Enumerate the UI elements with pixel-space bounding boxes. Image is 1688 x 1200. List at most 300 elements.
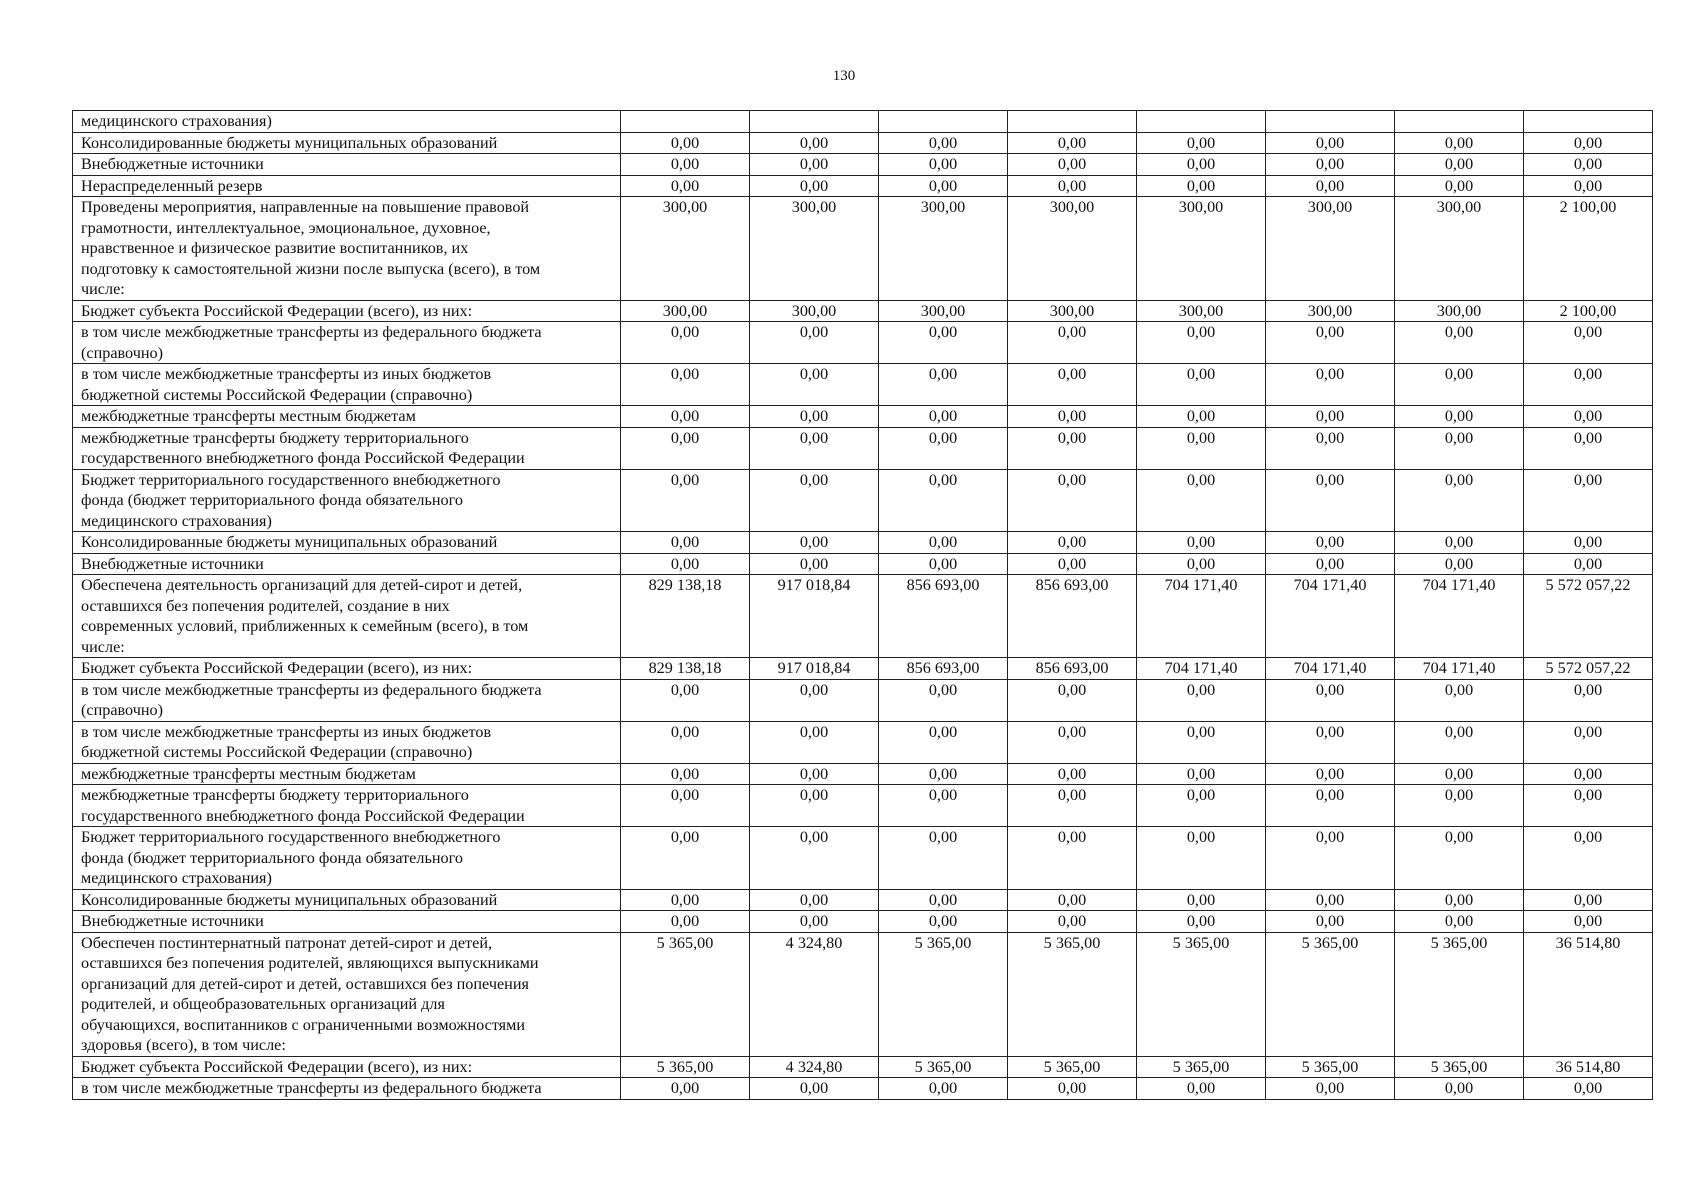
value-cell bbox=[1008, 111, 1137, 133]
table-row bbox=[73, 111, 1653, 133]
table-row bbox=[73, 1078, 1653, 1100]
row-label-line: межбюджетные трансферты бюджету территориального bbox=[81, 428, 469, 447]
value-cell: 0,00 bbox=[750, 911, 879, 933]
value-cell: 0,00 bbox=[1524, 322, 1653, 364]
value-cell: 704 171,40 bbox=[1266, 658, 1395, 680]
value-cell: 5 365,00 bbox=[1008, 1056, 1137, 1078]
value-cell: 0,00 bbox=[1395, 322, 1524, 364]
row-label-line: Бюджет субъекта Российской Федерации (всего), из них: bbox=[81, 1057, 473, 1076]
value-cell: 0,00 bbox=[1395, 721, 1524, 763]
row-label bbox=[73, 532, 621, 554]
value-cell: 0,00 bbox=[1266, 406, 1395, 428]
value-cell: 0,00 bbox=[1395, 827, 1524, 890]
value-cell: 0,00 bbox=[1524, 679, 1653, 721]
value-cell: 0,00 bbox=[879, 553, 1008, 575]
row-label-line: здоровья (всего), в том числе: bbox=[81, 1036, 286, 1054]
value-cell: 0,00 bbox=[1395, 132, 1524, 154]
value-cell: 0,00 bbox=[1137, 322, 1266, 364]
row-label bbox=[73, 154, 621, 176]
value-cell: 4 324,80 bbox=[750, 932, 879, 1056]
row-label bbox=[73, 658, 621, 680]
value-cell: 0,00 bbox=[1008, 827, 1137, 890]
value-cell: 5 365,00 bbox=[621, 1056, 750, 1078]
value-cell: 0,00 bbox=[1524, 827, 1653, 890]
value-cell: 0,00 bbox=[1395, 532, 1524, 554]
value-cell: 0,00 bbox=[879, 175, 1008, 197]
row-label bbox=[73, 785, 621, 827]
value-cell: 0,00 bbox=[621, 154, 750, 176]
value-cell: 0,00 bbox=[621, 763, 750, 785]
table-row bbox=[73, 911, 1653, 933]
table-row bbox=[73, 154, 1653, 176]
value-cell: 0,00 bbox=[1524, 154, 1653, 176]
value-cell: 5 365,00 bbox=[1395, 1056, 1524, 1078]
row-label bbox=[73, 175, 621, 197]
row-label-line: грамотности, интеллектуальное, эмоциональное, духовное, bbox=[81, 218, 491, 237]
value-cell: 0,00 bbox=[750, 427, 879, 469]
row-label-line: Внебюджетные источники bbox=[81, 155, 264, 173]
row-label bbox=[73, 575, 621, 658]
value-cell: 0,00 bbox=[1524, 553, 1653, 575]
value-cell: 0,00 bbox=[1266, 721, 1395, 763]
value-cell: 0,00 bbox=[1137, 721, 1266, 763]
row-label bbox=[73, 300, 621, 322]
value-cell: 0,00 bbox=[1395, 1078, 1524, 1100]
value-cell: 704 171,40 bbox=[1137, 575, 1266, 658]
row-label bbox=[73, 364, 621, 406]
value-cell: 0,00 bbox=[750, 532, 879, 554]
value-cell: 0,00 bbox=[1395, 679, 1524, 721]
row-label-line: числе: bbox=[81, 280, 125, 298]
row-label bbox=[73, 197, 621, 301]
value-cell: 0,00 bbox=[1008, 154, 1137, 176]
value-cell: 704 171,40 bbox=[1137, 658, 1266, 680]
row-label-line: фонда (бюджет территориального фонда обязательного bbox=[81, 491, 463, 509]
value-cell: 0,00 bbox=[1008, 1078, 1137, 1100]
value-cell: 300,00 bbox=[1395, 197, 1524, 301]
value-cell: 300,00 bbox=[1266, 300, 1395, 322]
value-cell: 0,00 bbox=[1137, 132, 1266, 154]
value-cell: 0,00 bbox=[879, 763, 1008, 785]
value-cell: 0,00 bbox=[750, 132, 879, 154]
value-cell: 0,00 bbox=[879, 827, 1008, 890]
value-cell: 0,00 bbox=[1524, 785, 1653, 827]
row-label-line: в том числе межбюджетные трансферты из федерального бюджета bbox=[81, 680, 542, 699]
value-cell: 5 365,00 bbox=[1137, 1056, 1266, 1078]
table-row bbox=[73, 469, 1653, 532]
value-cell: 0,00 bbox=[1008, 763, 1137, 785]
row-label bbox=[73, 406, 621, 428]
row-label-line: Бюджет субъекта Российской Федерации (всего), из них: bbox=[81, 659, 473, 677]
value-cell: 5 365,00 bbox=[1008, 932, 1137, 1056]
value-cell: 0,00 bbox=[879, 364, 1008, 406]
value-cell: 0,00 bbox=[1137, 911, 1266, 933]
value-cell: 0,00 bbox=[1395, 154, 1524, 176]
value-cell: 0,00 bbox=[1137, 406, 1266, 428]
value-cell: 300,00 bbox=[1266, 197, 1395, 301]
row-label bbox=[73, 1056, 621, 1078]
value-cell: 0,00 bbox=[1008, 406, 1137, 428]
value-cell: 0,00 bbox=[1008, 553, 1137, 575]
value-cell bbox=[1266, 111, 1395, 133]
value-cell: 0,00 bbox=[1266, 132, 1395, 154]
value-cell: 0,00 bbox=[621, 553, 750, 575]
value-cell: 0,00 bbox=[1137, 827, 1266, 890]
value-cell: 0,00 bbox=[750, 364, 879, 406]
value-cell: 0,00 bbox=[1395, 785, 1524, 827]
table-row bbox=[73, 553, 1653, 575]
row-label-line: бюджетной системы Российской Федерации (справочно) bbox=[81, 385, 473, 404]
row-label-line: межбюджетные трансферты местным бюджетам bbox=[81, 764, 416, 783]
row-label bbox=[73, 111, 621, 133]
row-label-line: межбюджетные трансферты бюджету территориального bbox=[81, 786, 469, 804]
value-cell: 0,00 bbox=[621, 827, 750, 890]
row-label-line: Бюджет территориального государственного внебюджетного bbox=[81, 828, 501, 846]
value-cell: 0,00 bbox=[1008, 785, 1137, 827]
value-cell: 0,00 bbox=[1395, 553, 1524, 575]
value-cell: 0,00 bbox=[621, 175, 750, 197]
value-cell: 0,00 bbox=[621, 679, 750, 721]
value-cell: 0,00 bbox=[621, 132, 750, 154]
value-cell: 0,00 bbox=[1266, 322, 1395, 364]
value-cell: 0,00 bbox=[1395, 889, 1524, 911]
value-cell: 300,00 bbox=[1137, 300, 1266, 322]
row-label-line: числе: bbox=[81, 637, 125, 656]
value-cell: 0,00 bbox=[1137, 785, 1266, 827]
value-cell: 36 514,80 bbox=[1524, 1056, 1653, 1078]
value-cell: 5 365,00 bbox=[1266, 932, 1395, 1056]
row-label-line: межбюджетные трансферты местным бюджетам bbox=[81, 407, 416, 425]
value-cell: 0,00 bbox=[750, 469, 879, 532]
row-label bbox=[73, 827, 621, 890]
table-row bbox=[73, 406, 1653, 428]
budget-table bbox=[72, 110, 1653, 1100]
table-row bbox=[73, 932, 1653, 1056]
value-cell: 0,00 bbox=[750, 406, 879, 428]
table-row bbox=[73, 658, 1653, 680]
table-row bbox=[73, 175, 1653, 197]
value-cell: 829 138,18 bbox=[621, 575, 750, 658]
value-cell: 0,00 bbox=[1008, 679, 1137, 721]
value-cell bbox=[879, 111, 1008, 133]
value-cell: 5 572 057,22 bbox=[1524, 658, 1653, 680]
table-row bbox=[73, 575, 1653, 658]
table-row bbox=[73, 679, 1653, 721]
value-cell: 0,00 bbox=[1524, 532, 1653, 554]
value-cell: 0,00 bbox=[750, 154, 879, 176]
table-row bbox=[73, 427, 1653, 469]
row-label-line: бюджетной системы Российской Федерации (справочно) bbox=[81, 743, 473, 761]
value-cell: 0,00 bbox=[1266, 532, 1395, 554]
table-row bbox=[73, 763, 1653, 785]
value-cell: 856 693,00 bbox=[1008, 658, 1137, 680]
table-row bbox=[73, 300, 1653, 322]
row-label-line: современных условий, приближенных к семейным (всего), в том bbox=[81, 617, 529, 635]
value-cell: 0,00 bbox=[750, 721, 879, 763]
row-label-line: в том числе межбюджетные трансферты из иных бюджетов bbox=[81, 722, 492, 741]
value-cell: 0,00 bbox=[1266, 763, 1395, 785]
value-cell: 36 514,80 bbox=[1524, 932, 1653, 1056]
value-cell: 0,00 bbox=[879, 911, 1008, 933]
value-cell: 0,00 bbox=[1266, 911, 1395, 933]
table-row bbox=[73, 721, 1653, 763]
row-label-line: нравственное и физическое развитие воспитанников, их bbox=[81, 239, 469, 257]
row-label-line: Бюджет территориального государственного внебюджетного bbox=[81, 470, 501, 489]
value-cell: 4 324,80 bbox=[750, 1056, 879, 1078]
value-cell: 0,00 bbox=[621, 889, 750, 911]
value-cell bbox=[1395, 111, 1524, 133]
value-cell: 5 365,00 bbox=[879, 932, 1008, 1056]
value-cell: 0,00 bbox=[879, 532, 1008, 554]
value-cell: 0,00 bbox=[879, 322, 1008, 364]
value-cell: 0,00 bbox=[1008, 469, 1137, 532]
value-cell: 0,00 bbox=[621, 532, 750, 554]
value-cell: 0,00 bbox=[750, 1078, 879, 1100]
value-cell bbox=[1524, 111, 1653, 133]
row-label-line: Консолидированные бюджеты муниципальных образований bbox=[81, 533, 498, 551]
table-row bbox=[73, 322, 1653, 364]
value-cell: 0,00 bbox=[879, 785, 1008, 827]
row-label-line: Внебюджетные источники bbox=[81, 554, 264, 573]
value-cell bbox=[750, 111, 879, 133]
value-cell: 0,00 bbox=[621, 469, 750, 532]
value-cell: 0,00 bbox=[1266, 154, 1395, 176]
value-cell: 704 171,40 bbox=[1395, 658, 1524, 680]
value-cell: 0,00 bbox=[621, 785, 750, 827]
value-cell: 0,00 bbox=[621, 322, 750, 364]
value-cell: 5 365,00 bbox=[879, 1056, 1008, 1078]
value-cell: 0,00 bbox=[1524, 364, 1653, 406]
value-cell: 0,00 bbox=[1395, 406, 1524, 428]
value-cell bbox=[1137, 111, 1266, 133]
value-cell: 0,00 bbox=[1266, 427, 1395, 469]
value-cell: 0,00 bbox=[879, 721, 1008, 763]
value-cell: 0,00 bbox=[1008, 427, 1137, 469]
value-cell: 300,00 bbox=[879, 197, 1008, 301]
value-cell: 0,00 bbox=[1524, 406, 1653, 428]
value-cell: 0,00 bbox=[1524, 175, 1653, 197]
value-cell: 300,00 bbox=[1137, 197, 1266, 301]
row-label-line: подготовку к самостоятельной жизни после выпуска (всего), в том bbox=[81, 259, 541, 278]
value-cell: 0,00 bbox=[1524, 132, 1653, 154]
row-label-line: оставшихся без попечения родителей, являющихся выпускниками bbox=[81, 954, 539, 972]
value-cell: 0,00 bbox=[1266, 469, 1395, 532]
value-cell: 0,00 bbox=[750, 175, 879, 197]
value-cell: 0,00 bbox=[1524, 469, 1653, 532]
value-cell: 0,00 bbox=[1008, 889, 1137, 911]
value-cell: 0,00 bbox=[750, 785, 879, 827]
row-label bbox=[73, 721, 621, 763]
value-cell: 0,00 bbox=[621, 1078, 750, 1100]
value-cell: 0,00 bbox=[879, 889, 1008, 911]
row-label-line: (справочно) bbox=[81, 343, 164, 362]
value-cell: 0,00 bbox=[1395, 175, 1524, 197]
value-cell: 0,00 bbox=[621, 911, 750, 933]
value-cell: 917 018,84 bbox=[750, 658, 879, 680]
row-label bbox=[73, 322, 621, 364]
row-label-line: Консолидированные бюджеты муниципальных образований bbox=[81, 890, 498, 909]
value-cell: 5 572 057,22 bbox=[1524, 575, 1653, 658]
value-cell: 0,00 bbox=[1137, 1078, 1266, 1100]
row-label-line: Консолидированные бюджеты муниципальных образований bbox=[81, 133, 498, 152]
row-label-line: фонда (бюджет территориального фонда обязательного bbox=[81, 848, 463, 867]
value-cell: 0,00 bbox=[1524, 427, 1653, 469]
value-cell: 0,00 bbox=[1137, 553, 1266, 575]
value-cell: 0,00 bbox=[1266, 889, 1395, 911]
value-cell: 2 100,00 bbox=[1524, 197, 1653, 301]
value-cell bbox=[621, 111, 750, 133]
value-cell: 0,00 bbox=[750, 553, 879, 575]
value-cell: 0,00 bbox=[1008, 364, 1137, 406]
value-cell: 704 171,40 bbox=[1266, 575, 1395, 658]
value-cell: 0,00 bbox=[1266, 679, 1395, 721]
row-label-line: государственного внебюджетного фонда Российской Федерации bbox=[81, 449, 525, 467]
value-cell: 0,00 bbox=[1524, 1078, 1653, 1100]
value-cell: 300,00 bbox=[1008, 300, 1137, 322]
value-cell: 0,00 bbox=[1137, 532, 1266, 554]
value-cell: 0,00 bbox=[879, 132, 1008, 154]
row-label-line: медицинского страхования) bbox=[81, 112, 272, 130]
value-cell: 0,00 bbox=[1395, 469, 1524, 532]
value-cell: 0,00 bbox=[879, 469, 1008, 532]
value-cell: 0,00 bbox=[1137, 889, 1266, 911]
value-cell: 0,00 bbox=[621, 364, 750, 406]
table-body bbox=[73, 111, 1653, 1100]
value-cell: 300,00 bbox=[1395, 300, 1524, 322]
value-cell: 0,00 bbox=[1137, 364, 1266, 406]
value-cell: 0,00 bbox=[1137, 469, 1266, 532]
value-cell: 5 365,00 bbox=[1266, 1056, 1395, 1078]
row-label-line: Проведены мероприятия, направленные на повышение правовой bbox=[81, 198, 530, 216]
value-cell: 300,00 bbox=[750, 197, 879, 301]
value-cell: 0,00 bbox=[1008, 911, 1137, 933]
value-cell: 0,00 bbox=[1395, 911, 1524, 933]
value-cell: 300,00 bbox=[750, 300, 879, 322]
row-label-line: Внебюджетные источники bbox=[81, 912, 264, 930]
value-cell: 829 138,18 bbox=[621, 658, 750, 680]
value-cell: 0,00 bbox=[1008, 322, 1137, 364]
value-cell: 704 171,40 bbox=[1395, 575, 1524, 658]
value-cell: 0,00 bbox=[621, 427, 750, 469]
row-label-line: обучающихся, воспитанников с ограниченными возможностями bbox=[81, 1015, 526, 1034]
table-row bbox=[73, 132, 1653, 154]
value-cell: 0,00 bbox=[750, 322, 879, 364]
value-cell: 0,00 bbox=[1137, 427, 1266, 469]
table-row bbox=[73, 889, 1653, 911]
row-label-line: медицинского страхования) bbox=[81, 511, 272, 530]
row-label bbox=[73, 553, 621, 575]
value-cell: 2 100,00 bbox=[1524, 300, 1653, 322]
value-cell: 0,00 bbox=[1266, 553, 1395, 575]
row-label bbox=[73, 1078, 621, 1100]
row-label bbox=[73, 911, 621, 933]
value-cell: 0,00 bbox=[1266, 175, 1395, 197]
table-row bbox=[73, 532, 1653, 554]
value-cell: 0,00 bbox=[1137, 154, 1266, 176]
row-label-line: медицинского страхования) bbox=[81, 869, 272, 887]
value-cell: 0,00 bbox=[1524, 889, 1653, 911]
value-cell: 0,00 bbox=[1137, 175, 1266, 197]
page-number: 130 bbox=[832, 68, 856, 84]
value-cell: 0,00 bbox=[1008, 175, 1137, 197]
row-label-line: Обеспечен постинтернатный патронат детей-сирот и детей, bbox=[81, 933, 493, 952]
value-cell: 917 018,84 bbox=[750, 575, 879, 658]
value-cell: 5 365,00 bbox=[1137, 932, 1266, 1056]
value-cell: 0,00 bbox=[1524, 763, 1653, 785]
row-label-line: Обеспечена деятельность организаций для детей-сирот и детей, bbox=[81, 576, 523, 594]
value-cell: 300,00 bbox=[621, 197, 750, 301]
table-row bbox=[73, 827, 1653, 890]
value-cell: 0,00 bbox=[1008, 532, 1137, 554]
value-cell: 0,00 bbox=[1266, 785, 1395, 827]
value-cell: 0,00 bbox=[1137, 679, 1266, 721]
value-cell: 5 365,00 bbox=[1395, 932, 1524, 1056]
value-cell: 0,00 bbox=[1266, 1078, 1395, 1100]
row-label-line: организаций для детей-сирот и детей, оставшихся без попечения bbox=[81, 974, 529, 993]
row-label-line: оставшихся без попечения родителей, создание в них bbox=[81, 596, 450, 615]
row-label-line: в том числе межбюджетные трансферты из иных бюджетов bbox=[81, 365, 492, 383]
value-cell: 300,00 bbox=[1008, 197, 1137, 301]
row-label bbox=[73, 469, 621, 532]
row-label-line: в том числе межбюджетные трансферты из федерального бюджета bbox=[81, 323, 542, 341]
value-cell: 0,00 bbox=[621, 721, 750, 763]
value-cell: 0,00 bbox=[1137, 763, 1266, 785]
row-label bbox=[73, 132, 621, 154]
value-cell: 5 365,00 bbox=[621, 932, 750, 1056]
row-label bbox=[73, 763, 621, 785]
value-cell: 0,00 bbox=[879, 1078, 1008, 1100]
value-cell: 0,00 bbox=[1395, 763, 1524, 785]
value-cell: 0,00 bbox=[1266, 827, 1395, 890]
value-cell: 0,00 bbox=[879, 154, 1008, 176]
table-row bbox=[73, 1056, 1653, 1078]
row-label-line: Бюджет субъекта Российской Федерации (всего), из них: bbox=[81, 301, 473, 320]
value-cell: 856 693,00 bbox=[879, 658, 1008, 680]
value-cell: 0,00 bbox=[621, 406, 750, 428]
value-cell: 856 693,00 bbox=[879, 575, 1008, 658]
value-cell: 300,00 bbox=[621, 300, 750, 322]
value-cell: 0,00 bbox=[879, 406, 1008, 428]
row-label-line: в том числе межбюджетные трансферты из федерального бюджета bbox=[81, 1079, 542, 1097]
row-label-line: Нераспределенный резерв bbox=[81, 176, 263, 195]
value-cell: 0,00 bbox=[750, 763, 879, 785]
value-cell: 300,00 bbox=[879, 300, 1008, 322]
row-label-line: родителей, и общеобразовательных организаций для bbox=[81, 995, 445, 1013]
value-cell: 0,00 bbox=[750, 827, 879, 890]
table-row bbox=[73, 197, 1653, 301]
value-cell: 0,00 bbox=[1008, 132, 1137, 154]
row-label-line: государственного внебюджетного фонда Российской Федерации bbox=[81, 806, 525, 825]
row-label-line: (справочно) bbox=[81, 701, 164, 719]
table-row bbox=[73, 364, 1653, 406]
value-cell: 0,00 bbox=[750, 679, 879, 721]
value-cell: 856 693,00 bbox=[1008, 575, 1137, 658]
value-cell: 0,00 bbox=[1395, 364, 1524, 406]
value-cell: 0,00 bbox=[1524, 911, 1653, 933]
row-label bbox=[73, 932, 621, 1056]
value-cell: 0,00 bbox=[1266, 364, 1395, 406]
value-cell: 0,00 bbox=[879, 679, 1008, 721]
table-row bbox=[73, 785, 1653, 827]
row-label bbox=[73, 427, 621, 469]
row-label bbox=[73, 889, 621, 911]
value-cell: 0,00 bbox=[1008, 721, 1137, 763]
value-cell: 0,00 bbox=[1524, 721, 1653, 763]
value-cell: 0,00 bbox=[750, 889, 879, 911]
value-cell: 0,00 bbox=[1395, 427, 1524, 469]
row-label bbox=[73, 679, 621, 721]
value-cell: 0,00 bbox=[879, 427, 1008, 469]
